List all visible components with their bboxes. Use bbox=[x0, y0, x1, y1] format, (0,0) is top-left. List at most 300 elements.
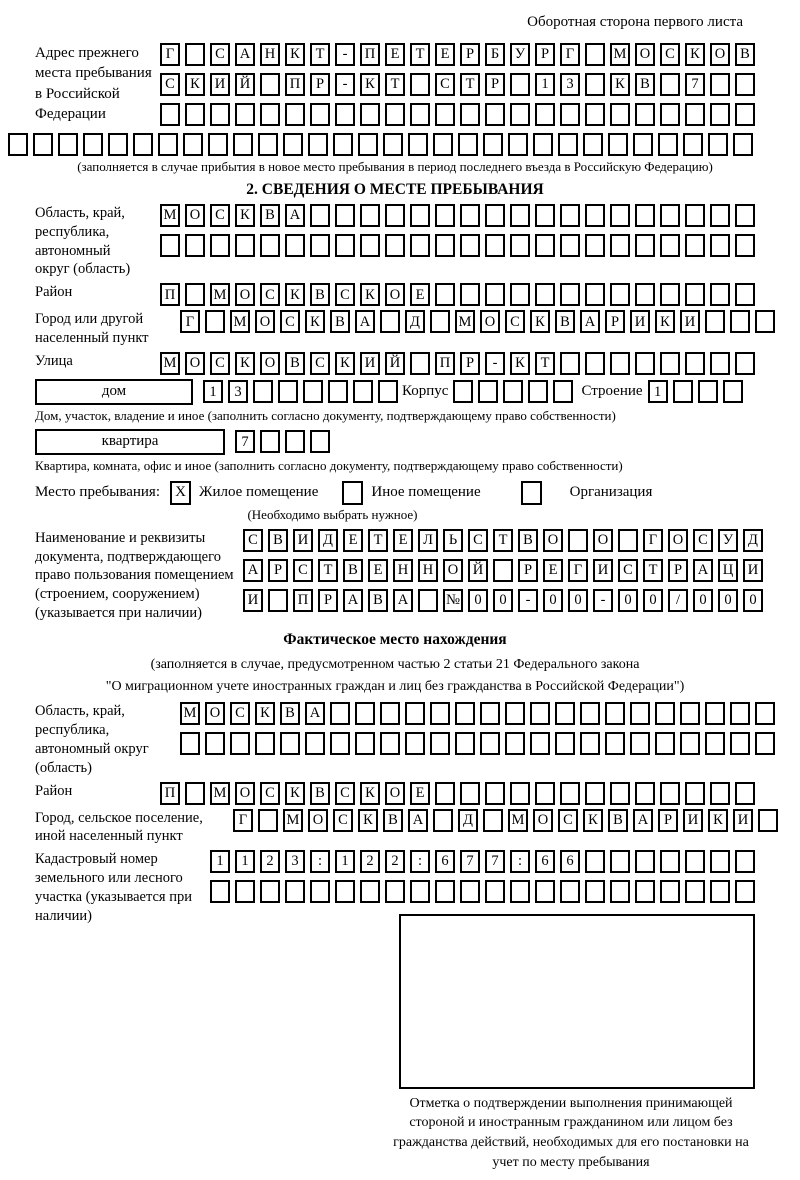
char-cell[interactable] bbox=[660, 73, 680, 96]
char-cell[interactable] bbox=[505, 732, 525, 755]
char-cell[interactable]: К bbox=[235, 204, 255, 227]
char-cell[interactable]: Г bbox=[568, 559, 588, 582]
char-cell[interactable] bbox=[185, 103, 205, 126]
char-cell[interactable] bbox=[555, 702, 575, 725]
char-cell[interactable]: О bbox=[235, 782, 255, 805]
char-cell[interactable]: № bbox=[443, 589, 463, 612]
char-cell[interactable] bbox=[608, 133, 628, 156]
char-cell[interactable]: О bbox=[235, 283, 255, 306]
char-cell[interactable] bbox=[758, 809, 778, 832]
char-cell[interactable] bbox=[333, 133, 353, 156]
char-cell[interactable] bbox=[530, 732, 550, 755]
char-cell[interactable] bbox=[435, 103, 455, 126]
char-cell[interactable] bbox=[535, 204, 555, 227]
char-cell[interactable]: 2 bbox=[385, 850, 405, 873]
char-cell[interactable] bbox=[560, 204, 580, 227]
char-cell[interactable]: Е bbox=[410, 283, 430, 306]
char-cell[interactable]: Д bbox=[405, 310, 425, 333]
char-cell[interactable]: К bbox=[285, 782, 305, 805]
char-cell[interactable]: В bbox=[310, 782, 330, 805]
char-cell[interactable] bbox=[455, 732, 475, 755]
char-cell[interactable]: А bbox=[693, 559, 713, 582]
char-cell[interactable]: В bbox=[268, 529, 288, 552]
char-cell[interactable]: А bbox=[243, 559, 263, 582]
char-cell[interactable] bbox=[285, 880, 305, 903]
char-cell[interactable]: Т bbox=[460, 73, 480, 96]
char-cell[interactable]: 0 bbox=[718, 589, 738, 612]
char-cell[interactable]: О bbox=[255, 310, 275, 333]
char-cell[interactable]: 1 bbox=[203, 380, 223, 403]
char-cell[interactable] bbox=[503, 380, 523, 403]
char-cell[interactable]: М bbox=[455, 310, 475, 333]
char-cell[interactable]: Р bbox=[318, 589, 338, 612]
char-cell[interactable] bbox=[8, 133, 28, 156]
char-cell[interactable]: Е bbox=[410, 782, 430, 805]
char-cell[interactable] bbox=[260, 73, 280, 96]
char-cell[interactable] bbox=[383, 133, 403, 156]
char-cell[interactable]: Й bbox=[385, 352, 405, 375]
char-cell[interactable]: А bbox=[408, 809, 428, 832]
char-cell[interactable] bbox=[705, 702, 725, 725]
char-cell[interactable] bbox=[733, 133, 753, 156]
char-cell[interactable] bbox=[685, 204, 705, 227]
char-cell[interactable]: Н bbox=[260, 43, 280, 66]
char-cell[interactable] bbox=[158, 133, 178, 156]
char-cell[interactable] bbox=[378, 380, 398, 403]
char-cell[interactable]: К bbox=[255, 702, 275, 725]
char-cell[interactable] bbox=[585, 782, 605, 805]
char-cell[interactable]: 0 bbox=[493, 589, 513, 612]
char-cell[interactable]: Г bbox=[160, 43, 180, 66]
char-cell[interactable]: К bbox=[185, 73, 205, 96]
char-cell[interactable]: Р bbox=[460, 43, 480, 66]
char-cell[interactable]: И bbox=[210, 73, 230, 96]
char-cell[interactable] bbox=[635, 782, 655, 805]
char-cell[interactable] bbox=[233, 133, 253, 156]
char-cell[interactable] bbox=[618, 529, 638, 552]
char-cell[interactable]: К bbox=[285, 283, 305, 306]
char-cell[interactable]: И bbox=[743, 559, 763, 582]
char-cell[interactable]: В bbox=[518, 529, 538, 552]
char-cell[interactable]: О bbox=[710, 43, 730, 66]
char-cell[interactable] bbox=[208, 133, 228, 156]
char-cell[interactable]: Т bbox=[310, 43, 330, 66]
char-cell[interactable]: С bbox=[210, 204, 230, 227]
char-cell[interactable] bbox=[260, 430, 280, 453]
char-cell[interactable] bbox=[705, 310, 725, 333]
char-cell[interactable] bbox=[730, 702, 750, 725]
char-cell[interactable] bbox=[435, 204, 455, 227]
char-cell[interactable]: Р bbox=[535, 43, 555, 66]
char-cell[interactable]: П bbox=[293, 589, 313, 612]
char-cell[interactable] bbox=[755, 702, 775, 725]
char-cell[interactable] bbox=[655, 702, 675, 725]
char-cell[interactable]: С bbox=[160, 73, 180, 96]
char-cell[interactable]: В bbox=[555, 310, 575, 333]
char-cell[interactable] bbox=[605, 732, 625, 755]
char-cell[interactable] bbox=[698, 380, 718, 403]
char-cell[interactable]: О bbox=[185, 352, 205, 375]
char-cell[interactable] bbox=[660, 782, 680, 805]
char-cell[interactable]: А bbox=[305, 702, 325, 725]
char-cell[interactable] bbox=[478, 380, 498, 403]
char-cell[interactable] bbox=[460, 283, 480, 306]
char-cell[interactable] bbox=[253, 380, 273, 403]
char-cell[interactable] bbox=[705, 732, 725, 755]
char-cell[interactable] bbox=[610, 234, 630, 257]
char-cell[interactable] bbox=[258, 809, 278, 832]
char-cell[interactable] bbox=[285, 103, 305, 126]
char-cell[interactable]: И bbox=[243, 589, 263, 612]
char-cell[interactable]: К bbox=[610, 73, 630, 96]
char-cell[interactable] bbox=[430, 732, 450, 755]
char-cell[interactable] bbox=[735, 850, 755, 873]
char-cell[interactable] bbox=[385, 880, 405, 903]
char-cell[interactable] bbox=[160, 234, 180, 257]
char-cell[interactable]: : bbox=[410, 850, 430, 873]
char-cell[interactable] bbox=[585, 103, 605, 126]
char-cell[interactable]: 0 bbox=[743, 589, 763, 612]
char-cell[interactable]: П bbox=[160, 283, 180, 306]
char-cell[interactable] bbox=[635, 234, 655, 257]
char-cell[interactable] bbox=[558, 133, 578, 156]
char-cell[interactable]: В bbox=[310, 283, 330, 306]
char-cell[interactable]: О bbox=[635, 43, 655, 66]
char-cell[interactable] bbox=[660, 850, 680, 873]
char-cell[interactable] bbox=[460, 782, 480, 805]
char-cell[interactable] bbox=[510, 782, 530, 805]
char-cell[interactable] bbox=[680, 702, 700, 725]
char-cell[interactable]: 1 bbox=[648, 380, 668, 403]
char-cell[interactable] bbox=[530, 702, 550, 725]
char-cell[interactable] bbox=[685, 352, 705, 375]
char-cell[interactable] bbox=[380, 702, 400, 725]
char-cell[interactable]: Т bbox=[368, 529, 388, 552]
char-cell[interactable] bbox=[260, 880, 280, 903]
char-cell[interactable] bbox=[580, 732, 600, 755]
char-cell[interactable]: О bbox=[480, 310, 500, 333]
char-cell[interactable] bbox=[630, 732, 650, 755]
char-cell[interactable] bbox=[710, 234, 730, 257]
char-cell[interactable] bbox=[660, 283, 680, 306]
char-cell[interactable]: Р bbox=[310, 73, 330, 96]
char-cell[interactable]: Е bbox=[393, 529, 413, 552]
char-cell[interactable] bbox=[610, 352, 630, 375]
char-cell[interactable] bbox=[485, 234, 505, 257]
char-cell[interactable] bbox=[280, 732, 300, 755]
char-cell[interactable] bbox=[585, 204, 605, 227]
char-cell[interactable]: 7 bbox=[685, 73, 705, 96]
char-cell[interactable]: А bbox=[343, 589, 363, 612]
char-cell[interactable]: Ц bbox=[718, 559, 738, 582]
char-cell[interactable]: Р bbox=[460, 352, 480, 375]
char-cell[interactable]: И bbox=[680, 310, 700, 333]
char-cell[interactable]: Й bbox=[235, 73, 255, 96]
char-cell[interactable]: В bbox=[280, 702, 300, 725]
char-cell[interactable] bbox=[553, 380, 573, 403]
char-cell[interactable] bbox=[660, 352, 680, 375]
char-cell[interactable] bbox=[510, 204, 530, 227]
char-cell[interactable]: С bbox=[243, 529, 263, 552]
char-cell[interactable] bbox=[735, 234, 755, 257]
char-cell[interactable] bbox=[58, 133, 78, 156]
char-cell[interactable] bbox=[493, 559, 513, 582]
char-cell[interactable]: 2 bbox=[260, 850, 280, 873]
char-cell[interactable]: С bbox=[693, 529, 713, 552]
char-cell[interactable] bbox=[635, 880, 655, 903]
char-cell[interactable] bbox=[133, 133, 153, 156]
char-cell[interactable] bbox=[460, 234, 480, 257]
char-cell[interactable]: Б bbox=[485, 43, 505, 66]
char-cell[interactable]: И bbox=[630, 310, 650, 333]
char-cell[interactable]: Р bbox=[658, 809, 678, 832]
char-cell[interactable] bbox=[458, 133, 478, 156]
char-cell[interactable] bbox=[708, 133, 728, 156]
char-cell[interactable]: К bbox=[360, 782, 380, 805]
char-cell[interactable]: О bbox=[385, 782, 405, 805]
char-cell[interactable] bbox=[285, 430, 305, 453]
char-cell[interactable] bbox=[33, 133, 53, 156]
char-cell[interactable]: С bbox=[335, 283, 355, 306]
char-cell[interactable] bbox=[460, 880, 480, 903]
char-cell[interactable] bbox=[360, 880, 380, 903]
char-cell[interactable] bbox=[283, 133, 303, 156]
char-cell[interactable]: С bbox=[558, 809, 578, 832]
char-cell[interactable] bbox=[255, 732, 275, 755]
char-cell[interactable]: 0 bbox=[643, 589, 663, 612]
char-cell[interactable] bbox=[510, 283, 530, 306]
char-cell[interactable] bbox=[560, 880, 580, 903]
char-cell[interactable]: 6 bbox=[435, 850, 455, 873]
char-cell[interactable] bbox=[735, 880, 755, 903]
char-cell[interactable]: А bbox=[235, 43, 255, 66]
char-cell[interactable] bbox=[560, 103, 580, 126]
char-cell[interactable] bbox=[385, 204, 405, 227]
char-cell[interactable]: 7 bbox=[235, 430, 255, 453]
checkbox-organization[interactable] bbox=[521, 481, 542, 505]
char-cell[interactable]: М bbox=[508, 809, 528, 832]
char-cell[interactable]: Р bbox=[605, 310, 625, 333]
char-cell[interactable] bbox=[335, 204, 355, 227]
char-cell[interactable]: В bbox=[383, 809, 403, 832]
char-cell[interactable] bbox=[433, 809, 453, 832]
char-cell[interactable] bbox=[510, 103, 530, 126]
char-cell[interactable] bbox=[310, 430, 330, 453]
char-cell[interactable] bbox=[460, 103, 480, 126]
char-cell[interactable]: Г bbox=[560, 43, 580, 66]
char-cell[interactable]: К bbox=[235, 352, 255, 375]
char-cell[interactable] bbox=[183, 133, 203, 156]
char-cell[interactable] bbox=[555, 732, 575, 755]
char-cell[interactable]: К bbox=[510, 352, 530, 375]
char-cell[interactable] bbox=[710, 850, 730, 873]
char-cell[interactable] bbox=[610, 782, 630, 805]
char-cell[interactable]: К bbox=[530, 310, 550, 333]
char-cell[interactable] bbox=[410, 204, 430, 227]
char-cell[interactable]: 6 bbox=[535, 850, 555, 873]
char-cell[interactable] bbox=[710, 73, 730, 96]
char-cell[interactable]: О bbox=[260, 352, 280, 375]
char-cell[interactable]: Л bbox=[418, 529, 438, 552]
char-cell[interactable] bbox=[410, 73, 430, 96]
char-cell[interactable] bbox=[485, 782, 505, 805]
char-cell[interactable] bbox=[83, 133, 103, 156]
char-cell[interactable] bbox=[723, 380, 743, 403]
char-cell[interactable]: М bbox=[283, 809, 303, 832]
char-cell[interactable] bbox=[235, 880, 255, 903]
char-cell[interactable] bbox=[258, 133, 278, 156]
char-cell[interactable] bbox=[355, 732, 375, 755]
char-cell[interactable]: 3 bbox=[285, 850, 305, 873]
char-cell[interactable]: К bbox=[685, 43, 705, 66]
char-cell[interactable]: К bbox=[360, 73, 380, 96]
char-cell[interactable] bbox=[185, 234, 205, 257]
char-cell[interactable]: 2 bbox=[360, 850, 380, 873]
char-cell[interactable] bbox=[335, 880, 355, 903]
char-cell[interactable] bbox=[535, 283, 555, 306]
char-cell[interactable]: Г bbox=[643, 529, 663, 552]
char-cell[interactable] bbox=[353, 380, 373, 403]
char-cell[interactable] bbox=[508, 133, 528, 156]
char-cell[interactable] bbox=[285, 234, 305, 257]
char-cell[interactable] bbox=[683, 133, 703, 156]
char-cell[interactable] bbox=[205, 310, 225, 333]
char-cell[interactable] bbox=[560, 782, 580, 805]
char-cell[interactable] bbox=[685, 283, 705, 306]
char-cell[interactable] bbox=[610, 283, 630, 306]
char-cell[interactable] bbox=[410, 103, 430, 126]
char-cell[interactable]: 0 bbox=[618, 589, 638, 612]
char-cell[interactable] bbox=[710, 880, 730, 903]
char-cell[interactable] bbox=[460, 204, 480, 227]
char-cell[interactable] bbox=[685, 880, 705, 903]
char-cell[interactable] bbox=[360, 234, 380, 257]
char-cell[interactable] bbox=[660, 204, 680, 227]
char-cell[interactable]: Г bbox=[233, 809, 253, 832]
char-cell[interactable]: И bbox=[593, 559, 613, 582]
char-cell[interactable]: И bbox=[683, 809, 703, 832]
char-cell[interactable] bbox=[210, 234, 230, 257]
char-cell[interactable]: М bbox=[180, 702, 200, 725]
char-cell[interactable] bbox=[685, 782, 705, 805]
char-cell[interactable]: 0 bbox=[568, 589, 588, 612]
char-cell[interactable] bbox=[755, 310, 775, 333]
char-cell[interactable]: С bbox=[618, 559, 638, 582]
char-cell[interactable]: С bbox=[333, 809, 353, 832]
char-cell[interactable] bbox=[380, 732, 400, 755]
char-cell[interactable] bbox=[483, 809, 503, 832]
char-cell[interactable] bbox=[568, 529, 588, 552]
char-cell[interactable] bbox=[210, 103, 230, 126]
char-cell[interactable]: М bbox=[160, 352, 180, 375]
char-cell[interactable] bbox=[335, 234, 355, 257]
char-cell[interactable] bbox=[730, 310, 750, 333]
char-cell[interactable] bbox=[185, 283, 205, 306]
char-cell[interactable]: Т bbox=[643, 559, 663, 582]
char-cell[interactable] bbox=[408, 133, 428, 156]
char-cell[interactable]: М bbox=[160, 204, 180, 227]
char-cell[interactable]: 1 bbox=[335, 850, 355, 873]
char-cell[interactable] bbox=[435, 283, 455, 306]
char-cell[interactable] bbox=[735, 283, 755, 306]
char-cell[interactable] bbox=[710, 204, 730, 227]
char-cell[interactable] bbox=[180, 732, 200, 755]
char-cell[interactable]: В bbox=[260, 204, 280, 227]
char-cell[interactable] bbox=[405, 732, 425, 755]
char-cell[interactable] bbox=[673, 380, 693, 403]
char-cell[interactable] bbox=[560, 283, 580, 306]
char-cell[interactable] bbox=[335, 103, 355, 126]
char-cell[interactable] bbox=[630, 702, 650, 725]
char-cell[interactable]: Т bbox=[535, 352, 555, 375]
char-cell[interactable] bbox=[418, 589, 438, 612]
char-cell[interactable] bbox=[410, 880, 430, 903]
char-cell[interactable] bbox=[710, 782, 730, 805]
char-cell[interactable]: О bbox=[593, 529, 613, 552]
char-cell[interactable]: С bbox=[210, 43, 230, 66]
char-cell[interactable]: - bbox=[485, 352, 505, 375]
char-cell[interactable] bbox=[635, 352, 655, 375]
char-cell[interactable] bbox=[585, 43, 605, 66]
char-cell[interactable] bbox=[585, 283, 605, 306]
char-cell[interactable] bbox=[585, 352, 605, 375]
char-cell[interactable] bbox=[435, 234, 455, 257]
char-cell[interactable] bbox=[580, 702, 600, 725]
char-cell[interactable] bbox=[405, 702, 425, 725]
char-cell[interactable] bbox=[510, 73, 530, 96]
char-cell[interactable]: О bbox=[185, 204, 205, 227]
char-cell[interactable]: Е bbox=[435, 43, 455, 66]
char-cell[interactable] bbox=[655, 732, 675, 755]
char-cell[interactable] bbox=[735, 782, 755, 805]
char-cell[interactable]: 7 bbox=[460, 850, 480, 873]
char-cell[interactable]: О bbox=[205, 702, 225, 725]
char-cell[interactable]: У bbox=[718, 529, 738, 552]
char-cell[interactable]: 3 bbox=[228, 380, 248, 403]
char-cell[interactable]: П bbox=[435, 352, 455, 375]
char-cell[interactable]: Е bbox=[343, 529, 363, 552]
char-cell[interactable] bbox=[260, 234, 280, 257]
char-cell[interactable] bbox=[610, 850, 630, 873]
char-cell[interactable] bbox=[360, 103, 380, 126]
char-cell[interactable] bbox=[303, 380, 323, 403]
char-cell[interactable] bbox=[585, 73, 605, 96]
char-cell[interactable]: О bbox=[443, 559, 463, 582]
char-cell[interactable]: А bbox=[355, 310, 375, 333]
char-cell[interactable]: К bbox=[360, 283, 380, 306]
checkbox-other-premises[interactable] bbox=[342, 481, 363, 505]
char-cell[interactable]: Е bbox=[543, 559, 563, 582]
char-cell[interactable] bbox=[685, 234, 705, 257]
char-cell[interactable]: С bbox=[435, 73, 455, 96]
char-cell[interactable]: М bbox=[230, 310, 250, 333]
char-cell[interactable] bbox=[635, 103, 655, 126]
char-cell[interactable] bbox=[455, 702, 475, 725]
char-cell[interactable] bbox=[710, 283, 730, 306]
char-cell[interactable] bbox=[385, 103, 405, 126]
char-cell[interactable] bbox=[635, 283, 655, 306]
char-cell[interactable] bbox=[380, 310, 400, 333]
char-cell[interactable]: В bbox=[735, 43, 755, 66]
char-cell[interactable]: И bbox=[360, 352, 380, 375]
char-cell[interactable] bbox=[735, 103, 755, 126]
char-cell[interactable] bbox=[635, 850, 655, 873]
char-cell[interactable]: Т bbox=[410, 43, 430, 66]
char-cell[interactable] bbox=[535, 880, 555, 903]
char-cell[interactable] bbox=[230, 732, 250, 755]
char-cell[interactable]: К bbox=[708, 809, 728, 832]
char-cell[interactable] bbox=[108, 133, 128, 156]
